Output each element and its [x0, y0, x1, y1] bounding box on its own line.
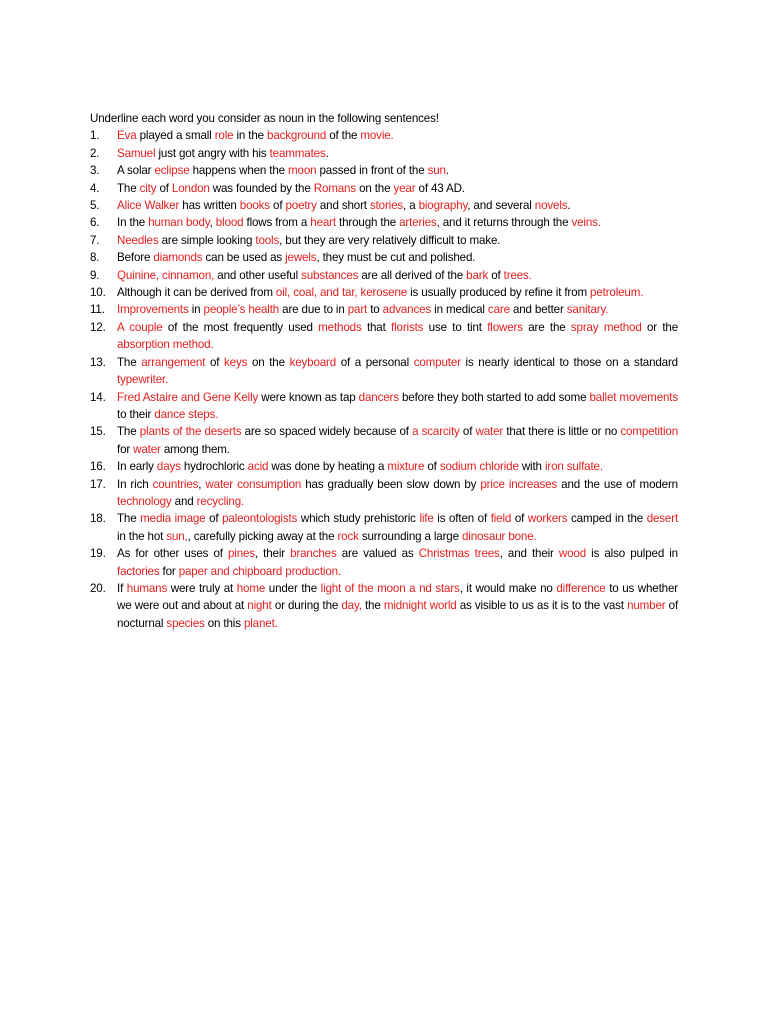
noun-highlight: paleontologists: [222, 512, 298, 526]
sentence-fragment: in: [188, 303, 204, 317]
sentence-item: [90, 197, 678, 214]
sentence-fragment: were truly at: [167, 581, 237, 595]
item-number: 2.: [90, 146, 100, 160]
noun-highlight: sodium chloride: [439, 460, 519, 474]
sentence-fragment: is nearly identical to those on a standard: [460, 355, 678, 369]
sentence-fragment: under the: [265, 581, 321, 595]
sentence-text: [117, 460, 603, 473]
sentence-fragment: , carefully picking away at the: [187, 529, 338, 543]
sentence-text: [117, 164, 449, 177]
sentence-fragment: to their: [117, 407, 155, 421]
sentence-fragment: and: [171, 494, 197, 508]
noun-highlight: role: [214, 129, 234, 143]
sentence-fragment: ,: [209, 216, 216, 230]
noun-highlight: acid: [247, 460, 269, 474]
sentence-fragment: is often of: [433, 512, 491, 526]
sentence-fragment: .: [445, 164, 449, 178]
sentence-fragment: the: [361, 599, 384, 613]
sentence-fragment: of: [269, 199, 286, 213]
sentence-item: [90, 389, 678, 424]
sentence-item: [90, 267, 678, 284]
noun-highlight: jewels: [285, 251, 317, 265]
noun-highlight: sun,: [166, 529, 188, 543]
noun-highlight: heart: [310, 216, 336, 230]
sentence-item: [90, 249, 678, 266]
sentence-item: [90, 180, 678, 197]
sentence-item: [90, 301, 678, 318]
noun-highlight: Alice Walker: [117, 199, 180, 213]
noun-highlight: moon: [288, 164, 317, 178]
sentence-fragment: If: [117, 581, 127, 595]
sentence-fragment: among them.: [160, 442, 230, 456]
sentence-item: [90, 319, 678, 354]
noun-highlight: arrangement: [141, 355, 206, 369]
sentence-fragment: and short: [316, 199, 370, 213]
sentence-fragment: on this: [204, 616, 244, 630]
sentence-fragment: can be used as: [202, 251, 286, 265]
sentence-fragment: , but they are very relatively difficult to make.: [279, 233, 501, 247]
sentence-fragment: or the: [641, 320, 678, 334]
noun-highlight: poetry: [285, 199, 317, 213]
sentence-fragment: are due to in: [279, 303, 348, 317]
noun-highlight: plants of the deserts: [139, 425, 242, 439]
noun-highlight: pines: [227, 547, 255, 561]
noun-highlight: background: [267, 129, 327, 143]
sentence-fragment: , and their: [499, 547, 559, 561]
noun-highlight: people’s health: [203, 303, 280, 317]
sentence-fragment: was done by heating a: [268, 460, 388, 474]
noun-highlight: competition: [620, 425, 679, 439]
noun-highlight: Quinine, cinnamon,: [117, 268, 215, 282]
noun-highlight: teammates: [269, 146, 326, 160]
noun-highlight: species: [166, 616, 205, 630]
noun-highlight: arteries: [399, 216, 437, 230]
worksheet: [90, 110, 678, 632]
item-number: 14.: [90, 390, 106, 404]
noun-highlight: night: [247, 599, 272, 613]
sentence-fragment: The: [117, 425, 140, 439]
item-number: 1.: [90, 129, 100, 143]
sentence-text: [117, 216, 601, 229]
item-number: 20.: [90, 581, 106, 595]
item-number: 9.: [90, 268, 100, 282]
noun-highlight: trees.: [503, 268, 532, 282]
sentence-fragment: of: [156, 181, 172, 195]
sentence-fragment: and better: [509, 303, 567, 317]
sentence-text: [117, 269, 532, 282]
sentence-fragment: of: [488, 268, 504, 282]
noun-highlight: difference: [556, 581, 606, 595]
sentence-fragment: that: [361, 320, 392, 334]
noun-highlight: technology: [117, 494, 172, 508]
noun-highlight: Christmas trees: [418, 547, 500, 561]
sentence-fragment: in the: [233, 129, 268, 143]
sentence-fragment: of the most frequently used: [162, 320, 319, 334]
sentence-fragment: as visible to us as it is to the vast: [456, 599, 628, 613]
sentence-fragment: just got angry with his: [155, 146, 270, 160]
sentence-fragment: ,: [198, 477, 206, 491]
noun-highlight: Romans: [313, 181, 356, 195]
item-number: 19.: [90, 547, 106, 561]
sentence-fragment: , it would make no: [459, 581, 557, 595]
sentence-fragment: flows from a: [243, 216, 311, 230]
sentence-fragment: In rich: [117, 477, 153, 491]
sentence-fragment: hydrochloric: [180, 460, 248, 474]
sentence-fragment: .: [567, 199, 571, 213]
item-number: 11.: [90, 303, 105, 317]
sentence-fragment: , they must be cut and polished.: [316, 251, 476, 265]
noun-highlight: novels: [534, 199, 568, 213]
sentence-fragment: .: [325, 146, 329, 160]
sentence-fragment: through the: [335, 216, 400, 230]
noun-highlight: a scarcity: [412, 425, 460, 439]
noun-highlight: flowers: [487, 320, 523, 334]
sentence-text: [117, 582, 678, 630]
noun-highlight: branches: [290, 547, 337, 561]
sentence-text: [117, 547, 678, 577]
instruction-text: Underline each word you consider as noun in the following sentences!: [90, 112, 439, 125]
noun-highlight: desert: [646, 512, 679, 526]
item-number: 6.: [90, 216, 100, 230]
noun-highlight: blood: [215, 216, 244, 230]
item-number: 10.: [90, 286, 106, 300]
sentence-text: [117, 286, 643, 299]
item-number: 18.: [90, 512, 106, 526]
sentence-fragment: are simple looking: [158, 233, 256, 247]
sentence-item: [90, 458, 678, 475]
sentence-item: [90, 580, 678, 632]
sentence-text: [117, 251, 475, 264]
sentence-text: [117, 425, 678, 455]
noun-highlight: books: [239, 199, 270, 213]
noun-highlight: home: [236, 581, 266, 595]
noun-highlight: biography: [418, 199, 468, 213]
noun-highlight: media image: [140, 512, 206, 526]
noun-highlight: humans: [126, 581, 168, 595]
item-number: 13.: [90, 355, 106, 369]
noun-highlight: city: [139, 181, 157, 195]
noun-highlight: field: [490, 512, 512, 526]
noun-highlight: Needles: [117, 233, 159, 247]
item-number: 3.: [90, 164, 100, 178]
sentence-fragment: passed in front of the: [316, 164, 428, 178]
item-number: 12.: [90, 320, 106, 334]
sentence-text: [117, 321, 678, 351]
sentence-fragment: In the: [117, 216, 149, 230]
sentence-fragment: of nocturnal: [117, 599, 679, 630]
sentence-fragment: A solar: [117, 164, 155, 178]
noun-highlight: methods: [318, 320, 362, 334]
noun-highlight: water consumption: [205, 477, 302, 491]
sentence-fragment: , and several: [467, 199, 535, 213]
noun-highlight: year: [393, 181, 416, 195]
noun-highlight: iron sulfate.: [544, 460, 603, 474]
sentence-fragment: that there is little or no: [503, 425, 621, 439]
item-number: 7.: [90, 233, 100, 247]
sentence-fragment: The: [117, 355, 142, 369]
sentence-text: [117, 478, 678, 508]
sentence-fragment: camped in the: [567, 512, 647, 526]
sentence-fragment: to: [367, 303, 383, 317]
sentence-fragment: on the: [356, 181, 394, 195]
sentence-fragment: of: [205, 512, 223, 526]
noun-highlight: care: [487, 303, 510, 317]
noun-highlight: advances: [382, 303, 432, 317]
noun-highlight: tools: [255, 233, 280, 247]
sentence-fragment: of a personal: [336, 355, 414, 369]
noun-highlight: ballet movements: [589, 390, 679, 404]
noun-highlight: stories: [369, 199, 404, 213]
item-number: 8.: [90, 251, 100, 265]
sentence-text: [117, 391, 678, 421]
sentence-fragment: played a small: [136, 129, 215, 143]
noun-highlight: factories: [117, 564, 160, 578]
noun-highlight: dance steps.: [154, 407, 219, 421]
sentence-fragment: was founded by the: [209, 181, 314, 195]
sentence-fragment: , and it returns through the: [436, 216, 572, 230]
noun-highlight: life: [419, 512, 434, 526]
sentence-list: [90, 127, 678, 632]
sentence-fragment: and other useful: [214, 268, 302, 282]
sentence-fragment: In early: [117, 460, 157, 474]
sentence-fragment: is usually produced by refine it from: [407, 286, 591, 300]
sentence-fragment: for: [159, 564, 179, 578]
sentence-fragment: for: [117, 442, 134, 456]
noun-highlight: diamonds: [153, 251, 203, 265]
sentence-fragment: Although it can be derived from: [117, 286, 276, 300]
sentence-item: [90, 127, 678, 144]
noun-highlight: spray method: [570, 320, 642, 334]
sentence-fragment: of: [459, 425, 476, 439]
noun-highlight: keyboard: [289, 355, 337, 369]
sentence-item: [90, 145, 678, 162]
noun-highlight: rock: [337, 529, 359, 543]
sentence-text: [117, 199, 571, 212]
sentence-text: [117, 129, 394, 142]
sentence-fragment: The: [117, 512, 141, 526]
noun-highlight: Samuel: [117, 146, 156, 160]
sentence-fragment: use to tint: [423, 320, 488, 334]
noun-highlight: movie.: [360, 129, 394, 143]
noun-highlight: sun: [427, 164, 446, 178]
item-number: 4.: [90, 181, 100, 195]
sentence-fragment: are so spaced widely because of: [241, 425, 413, 439]
sentence-text: [117, 512, 678, 542]
sentence-fragment: are valued as: [336, 547, 419, 561]
noun-highlight: water: [475, 425, 504, 439]
sentence-fragment: , their: [254, 547, 291, 561]
sentence-fragment: happens when the: [189, 164, 289, 178]
noun-highlight: dancers: [358, 390, 399, 404]
noun-highlight: dinosaur bone.: [461, 529, 537, 543]
sentence-fragment: The: [117, 181, 140, 195]
sentence-fragment: Before: [117, 251, 154, 265]
sentence-fragment: of: [511, 512, 528, 526]
noun-highlight: part: [347, 303, 368, 317]
sentence-fragment: or during the: [271, 599, 342, 613]
sentence-item: [90, 232, 678, 249]
noun-highlight: countries: [152, 477, 199, 491]
item-number: 15.: [90, 425, 106, 439]
noun-highlight: florists: [391, 320, 424, 334]
sentence-item: [90, 162, 678, 179]
sentence-fragment: of 43 AD.: [415, 181, 465, 195]
sentence-item: [90, 354, 678, 389]
sentence-fragment: surrounding a large: [358, 529, 462, 543]
sentence-fragment: with: [518, 460, 545, 474]
sentence-fragment: of the: [326, 129, 361, 143]
sentence-fragment: on the: [247, 355, 290, 369]
noun-highlight: Fred Astaire and Gene Kelly: [117, 390, 259, 404]
noun-highlight: eclipse: [154, 164, 190, 178]
noun-highlight: bark: [466, 268, 489, 282]
noun-highlight: light of the moon a nd stars: [320, 581, 460, 595]
sentence-fragment: before they both started to add some: [398, 390, 590, 404]
sentence-fragment: are the: [522, 320, 571, 334]
noun-highlight: days: [156, 460, 181, 474]
sentence-item: [90, 476, 678, 511]
noun-highlight: midnight world: [383, 599, 457, 613]
sentence-fragment: to us whether we were out and about at: [117, 581, 678, 613]
noun-highlight: substances: [301, 268, 359, 282]
noun-highlight: paper and chipboard production.: [178, 564, 341, 578]
sentence-fragment: As for other uses of: [117, 547, 228, 561]
sentence-text: [117, 303, 608, 316]
sentence-fragment: has gradually been slow down by: [301, 477, 481, 491]
sentence-text: [117, 356, 678, 386]
noun-highlight: typewriter.: [117, 373, 169, 387]
sentence-fragment: of: [205, 355, 225, 369]
item-number: 5.: [90, 199, 100, 213]
sentence-fragment: , a: [403, 199, 419, 213]
item-number: 17.: [90, 477, 106, 491]
noun-highlight: A couple: [117, 320, 163, 334]
sentence-fragment: in the hot: [117, 529, 167, 543]
sentence-fragment: has written: [179, 199, 240, 213]
noun-highlight: day,: [341, 599, 362, 613]
noun-highlight: keys: [224, 355, 248, 369]
sentence-fragment: is also pulped in: [586, 547, 678, 561]
noun-highlight: number: [627, 599, 666, 613]
noun-highlight: absorption method.: [117, 338, 214, 352]
sentence-fragment: were known as tap: [258, 390, 359, 404]
sentence-item: [90, 284, 678, 301]
noun-highlight: veins.: [571, 216, 601, 230]
noun-highlight: Eva: [117, 129, 137, 143]
noun-highlight: human body: [148, 216, 210, 230]
noun-highlight: London: [171, 181, 210, 195]
noun-highlight: mixture: [387, 460, 425, 474]
sentence-item: [90, 214, 678, 231]
sentence-text: [117, 182, 465, 195]
noun-highlight: price increases: [480, 477, 558, 491]
sentence-text: [117, 234, 500, 247]
sentence-fragment: of: [424, 460, 440, 474]
sentence-fragment: and the use of modern: [557, 477, 678, 491]
noun-highlight: workers: [527, 512, 568, 526]
noun-highlight: recycling.: [196, 494, 245, 508]
noun-highlight: oil, coal, and tar, kerosene: [275, 286, 408, 300]
noun-highlight: sanitary.: [566, 303, 609, 317]
sentence-item: [90, 423, 678, 458]
noun-highlight: Improvements: [117, 303, 189, 317]
noun-highlight: petroleum.: [590, 286, 644, 300]
noun-highlight: water: [133, 442, 161, 456]
sentence-text: [117, 147, 329, 160]
noun-highlight: planet.: [243, 616, 278, 630]
sentence-item: [90, 545, 678, 580]
sentence-item: [90, 510, 678, 545]
sentence-fragment: in medical: [431, 303, 488, 317]
sentence-fragment: are all derived of the: [358, 268, 467, 282]
noun-highlight: wood: [558, 547, 587, 561]
sentence-fragment: which study prehistoric: [297, 512, 420, 526]
noun-highlight: computer: [413, 355, 461, 369]
item-number: 16.: [90, 460, 106, 474]
